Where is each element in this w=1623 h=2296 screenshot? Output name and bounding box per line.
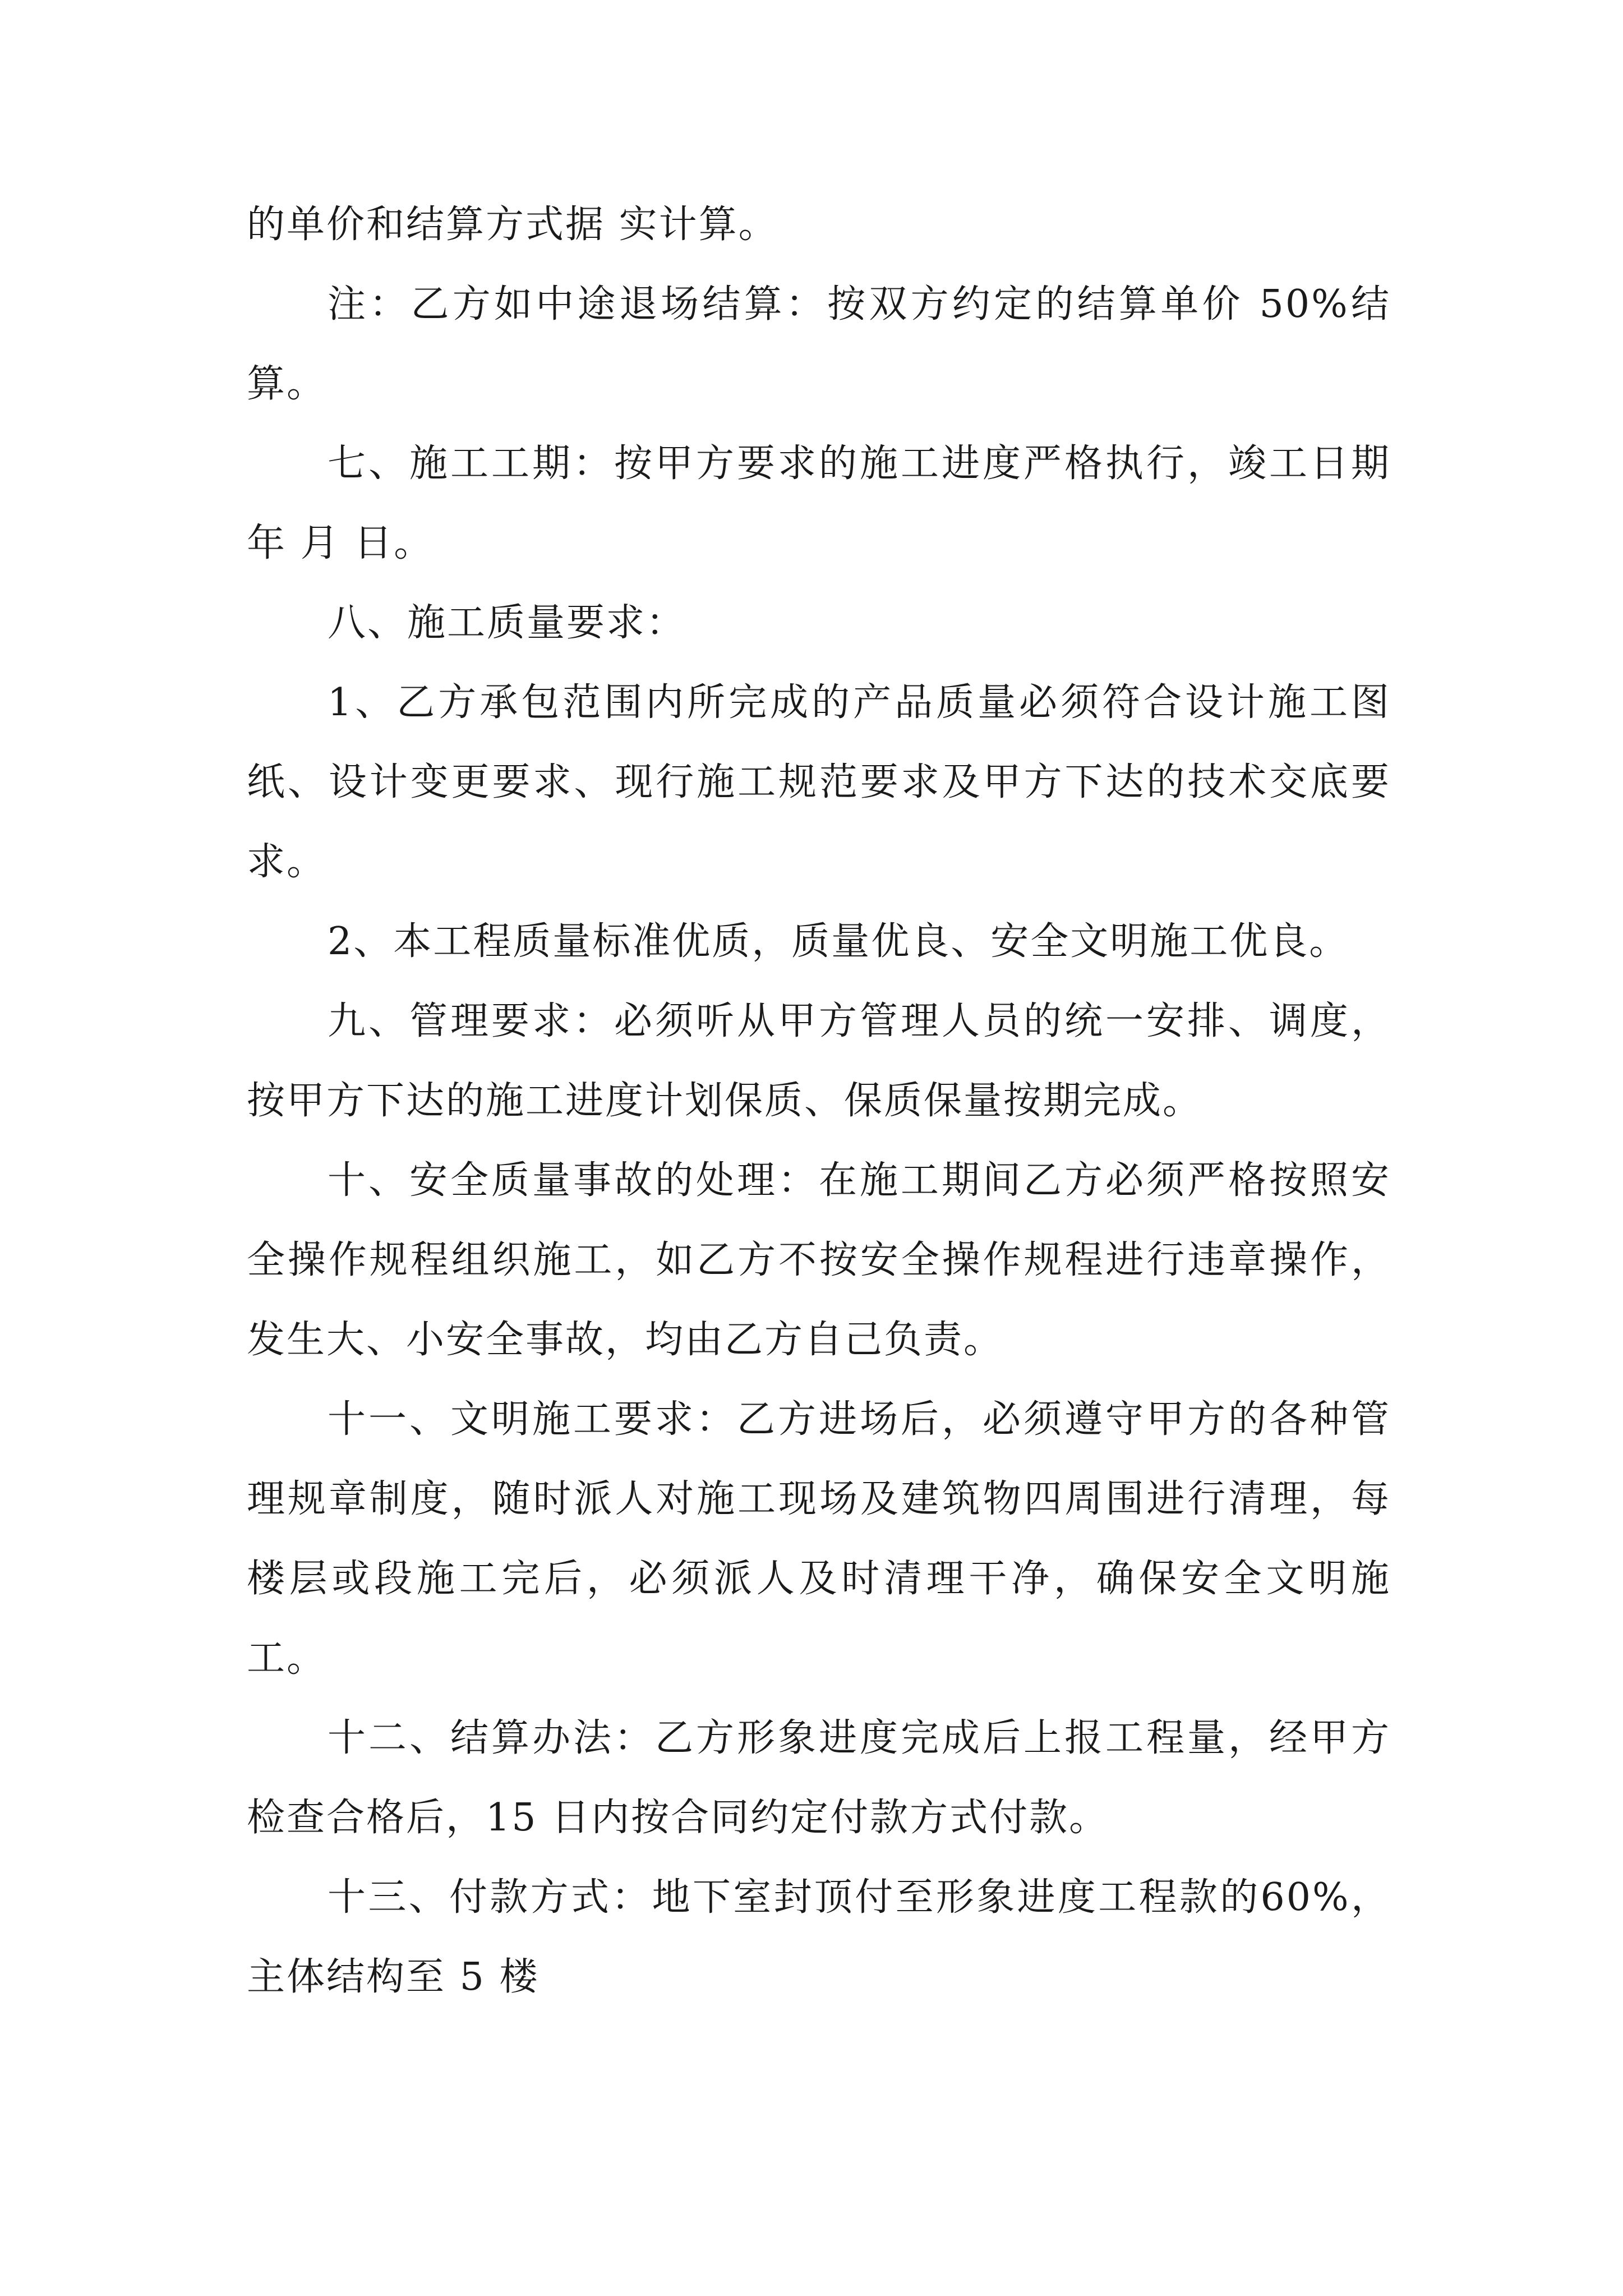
paragraph-8-quality-heading: 八、施工质量要求：: [328, 601, 686, 645]
paragraph-8-2-quality-grade: 2、本工程质量标准优质，质量优良、安全文明施工优良。: [328, 919, 1349, 964]
paragraph-11-civilized-construction: 十一、文明施工要求：乙方进场后，必须遵守甲方的各种管理规章制度，随时派人对施工现场及建筑物四周围进行清理，每楼层或段施工完后，必须派人及时清理干净，确保安全文明施工。: [247, 1397, 1391, 1681]
paragraph-note-early-exit: 注：乙方如中途退场结算：按双方约定的结算单价 50%结算。: [247, 282, 1391, 406]
paragraph-13-payment-method: 十三、付款方式：地下室封顶付至形象进度工程款的60%，主体结构至 5 楼: [247, 1875, 1391, 1999]
paragraph-9-management: 九、管理要求：必须听从甲方管理人员的统一安排、调度，按甲方下达的施工进度计划保质、保质保量按期完成。: [247, 999, 1391, 1123]
paragraph-8-1-quality-standard: 1、乙方承包范围内所完成的产品质量必须符合设计施工图纸、设计变更要求、现行施工规范要求及甲方下达的技术交底要求。: [247, 680, 1391, 884]
paragraph-10-safety-accidents: 十、安全质量事故的处理：在施工期间乙方必须严格按照安全操作规程组织施工，如乙方不按安全操作规程进行违章操作，发生大、小安全事故，均由乙方自己负责。: [247, 1158, 1391, 1362]
paragraph-settlement-continuation: 的单价和结算方式据 实计算。: [247, 203, 778, 247]
paragraph-12-settlement-method: 十二、结算办法：乙方形象进度完成后上报工程量，经甲方检查合格后，15 日内按合同约定付款方式付款。: [247, 1716, 1391, 1840]
paragraph-7-construction-period: 七、施工工期：按甲方要求的施工进度严格执行，竣工日期 年 月 日。: [247, 441, 1391, 565]
document-body: [247, 185, 1391, 2017]
